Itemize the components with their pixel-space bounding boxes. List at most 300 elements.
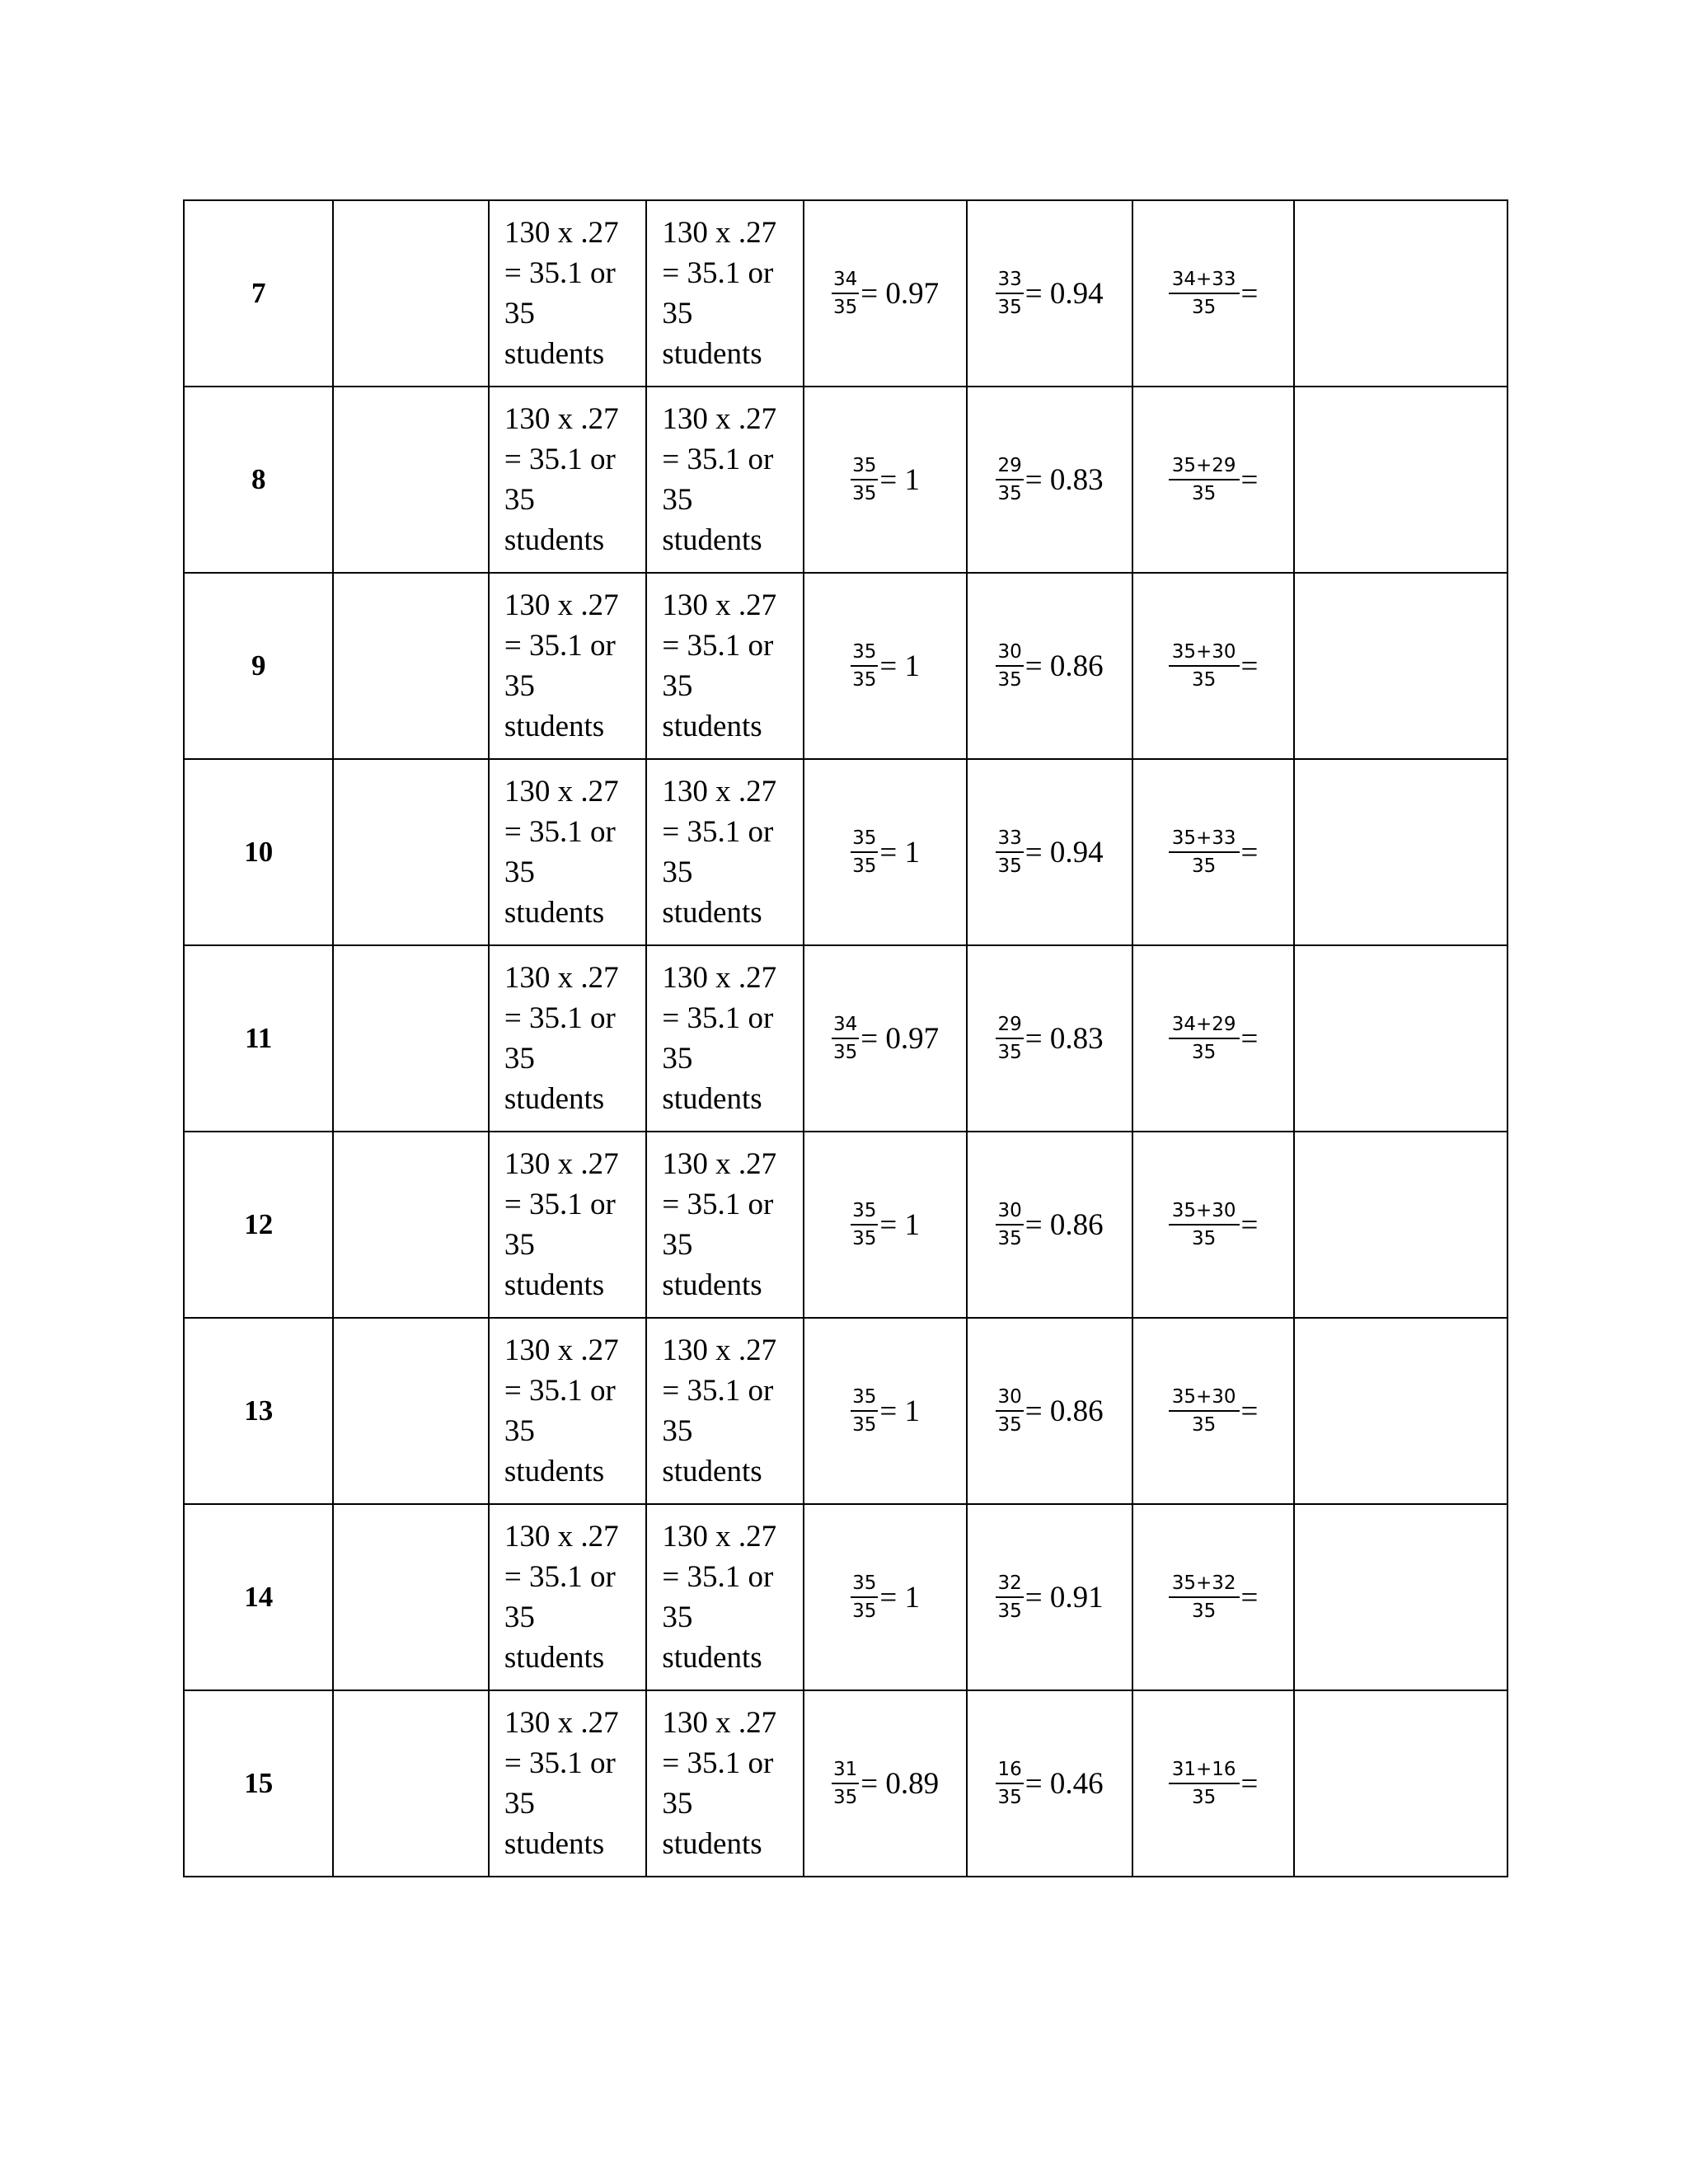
fraction bbox=[851, 640, 878, 691]
fraction bbox=[996, 640, 1023, 691]
upper-proportion-cell bbox=[804, 573, 967, 759]
empty-cell bbox=[1294, 1504, 1507, 1690]
fraction-denominator: 35 bbox=[1191, 669, 1217, 691]
fraction-expression bbox=[804, 268, 966, 319]
item-number: 12 bbox=[244, 1208, 274, 1240]
fraction-expression bbox=[968, 1385, 1131, 1436]
fraction-denominator: 35 bbox=[852, 1601, 877, 1622]
calc-line: = 35.1 or bbox=[662, 629, 774, 663]
fraction-denominator: 35 bbox=[833, 1787, 858, 1808]
fraction bbox=[996, 827, 1023, 878]
upper-proportion-cell bbox=[804, 1132, 967, 1318]
fraction-expression bbox=[968, 268, 1131, 319]
item-number: 10 bbox=[244, 836, 274, 868]
calc-line: 35 bbox=[662, 297, 693, 330]
fraction bbox=[832, 1758, 859, 1809]
calc-line: 130 x .27 bbox=[504, 1333, 619, 1367]
fraction-expression bbox=[1133, 827, 1293, 878]
fraction-result: = 1 bbox=[879, 462, 921, 497]
fraction bbox=[1169, 1572, 1240, 1623]
fraction-expression bbox=[968, 1572, 1131, 1623]
upper-proportion-cell bbox=[804, 1318, 967, 1504]
lower-group-calc-cell bbox=[646, 1690, 803, 1877]
fraction-denominator: 35 bbox=[1191, 855, 1217, 877]
empty-cell bbox=[1294, 573, 1507, 759]
fraction-denominator: 35 bbox=[997, 1787, 1022, 1808]
fraction bbox=[1169, 1199, 1240, 1250]
calc-line: = 35.1 or bbox=[662, 443, 774, 476]
empty-cell bbox=[1294, 759, 1507, 945]
fraction-expression bbox=[1133, 1385, 1293, 1436]
upper-proportion-cell bbox=[804, 1504, 967, 1690]
item-number-cell bbox=[184, 387, 333, 573]
calc-text-block bbox=[647, 1516, 802, 1678]
item-number-cell bbox=[184, 1504, 333, 1690]
fraction-denominator: 35 bbox=[1191, 483, 1217, 504]
calc-line: students bbox=[504, 1082, 605, 1116]
item-number: 8 bbox=[251, 463, 266, 495]
calc-text-block bbox=[647, 213, 802, 374]
calc-line: students bbox=[504, 337, 605, 371]
calc-line: 130 x .27 bbox=[504, 961, 619, 995]
empty-cell bbox=[333, 573, 488, 759]
calc-line: 35 bbox=[504, 1042, 535, 1076]
fraction-numerator: 16 bbox=[996, 1758, 1023, 1784]
fraction-numerator: 35+29 bbox=[1169, 454, 1240, 480]
item-number: 9 bbox=[251, 649, 266, 682]
fraction-numerator: 35 bbox=[851, 827, 878, 853]
fraction-numerator: 34+33 bbox=[1169, 268, 1240, 294]
calc-line: = 35.1 or bbox=[662, 256, 774, 290]
fraction-denominator: 35 bbox=[1191, 297, 1217, 318]
calc-line: = 35.1 or bbox=[504, 1188, 616, 1221]
fraction-denominator: 35 bbox=[852, 669, 877, 691]
fraction-result: = 0.94 bbox=[1025, 835, 1104, 869]
fraction-denominator: 35 bbox=[1191, 1042, 1217, 1063]
fraction-numerator: 35+30 bbox=[1169, 640, 1240, 667]
item-number-cell bbox=[184, 573, 333, 759]
calc-line: 130 x .27 bbox=[504, 216, 619, 250]
empty-cell bbox=[333, 1504, 488, 1690]
calc-line: 35 bbox=[662, 1228, 693, 1262]
fraction-numerator: 31 bbox=[832, 1758, 859, 1784]
calc-line: 130 x .27 bbox=[662, 1706, 777, 1740]
item-number: 14 bbox=[244, 1581, 274, 1613]
calc-text-block bbox=[647, 585, 802, 747]
table-row bbox=[184, 1318, 1507, 1504]
fraction bbox=[1169, 1013, 1240, 1064]
calc-line: 35 bbox=[504, 1228, 535, 1262]
fraction-denominator: 35 bbox=[852, 483, 877, 504]
empty-cell bbox=[333, 1690, 488, 1877]
fraction-numerator: 29 bbox=[996, 1013, 1023, 1039]
fraction-result: = 0.83 bbox=[1025, 462, 1104, 497]
empty-cell bbox=[1294, 945, 1507, 1132]
fraction-denominator: 35 bbox=[852, 1228, 877, 1249]
fraction-numerator: 29 bbox=[996, 454, 1023, 480]
combined-proportion-cell bbox=[1132, 1504, 1294, 1690]
calc-line: 35 bbox=[504, 1787, 535, 1821]
fraction-expression bbox=[1133, 1758, 1293, 1809]
lower-proportion-cell bbox=[967, 1690, 1132, 1877]
fraction-result: = bbox=[1240, 1394, 1259, 1428]
item-number-cell bbox=[184, 759, 333, 945]
calc-line: 130 x .27 bbox=[662, 216, 777, 250]
calc-line: students bbox=[662, 1268, 762, 1302]
fraction-denominator: 35 bbox=[997, 1414, 1022, 1436]
calc-line: = 35.1 or bbox=[662, 1001, 774, 1035]
calc-line: 130 x .27 bbox=[662, 402, 777, 436]
empty-cell bbox=[1294, 1690, 1507, 1877]
fraction-result: = bbox=[1240, 1021, 1259, 1056]
lower-proportion-cell bbox=[967, 1132, 1132, 1318]
fraction-result: = bbox=[1240, 649, 1259, 683]
calc-line: 130 x .27 bbox=[662, 775, 777, 808]
fraction bbox=[1169, 827, 1240, 878]
lower-proportion-cell bbox=[967, 200, 1132, 387]
item-number-cell bbox=[184, 945, 333, 1132]
calc-text-block bbox=[647, 771, 802, 933]
calc-line: = 35.1 or bbox=[504, 443, 616, 476]
fraction-expression bbox=[804, 1758, 966, 1809]
fraction-expression bbox=[804, 1199, 966, 1250]
fraction bbox=[996, 1572, 1023, 1623]
combined-proportion-cell bbox=[1132, 1318, 1294, 1504]
calc-line: 130 x .27 bbox=[504, 1706, 619, 1740]
calc-line: = 35.1 or bbox=[662, 1188, 774, 1221]
fraction bbox=[832, 268, 859, 319]
calc-line: = 35.1 or bbox=[504, 1001, 616, 1035]
fraction-expression bbox=[968, 1013, 1131, 1064]
fraction-numerator: 32 bbox=[996, 1572, 1023, 1598]
fraction bbox=[851, 1572, 878, 1623]
lower-proportion-cell bbox=[967, 387, 1132, 573]
upper-group-calc-cell bbox=[489, 573, 646, 759]
fraction-result: = 0.91 bbox=[1025, 1580, 1104, 1615]
calc-line: = 35.1 or bbox=[504, 629, 616, 663]
lower-group-calc-cell bbox=[646, 200, 803, 387]
table-row bbox=[184, 945, 1507, 1132]
lower-proportion-cell bbox=[967, 945, 1132, 1132]
fraction-result: = 0.97 bbox=[860, 276, 940, 311]
fraction-denominator: 35 bbox=[997, 669, 1022, 691]
calc-line: = 35.1 or bbox=[504, 1746, 616, 1780]
calc-line: 35 bbox=[662, 483, 693, 517]
empty-cell bbox=[333, 1318, 488, 1504]
combined-proportion-cell bbox=[1132, 573, 1294, 759]
fraction-denominator: 35 bbox=[1191, 1601, 1217, 1622]
fraction-numerator: 30 bbox=[996, 1199, 1023, 1226]
fraction bbox=[851, 1199, 878, 1250]
fraction-result: = 1 bbox=[879, 1207, 921, 1242]
combined-proportion-cell bbox=[1132, 759, 1294, 945]
fraction-numerator: 35+32 bbox=[1169, 1572, 1240, 1598]
fraction-result: = bbox=[1240, 835, 1259, 869]
calc-line: = 35.1 or bbox=[662, 1374, 774, 1408]
empty-cell bbox=[1294, 200, 1507, 387]
calc-line: 35 bbox=[504, 297, 535, 330]
item-number-cell bbox=[184, 1690, 333, 1877]
combined-proportion-cell bbox=[1132, 200, 1294, 387]
upper-group-calc-cell bbox=[489, 200, 646, 387]
item-number-cell bbox=[184, 1318, 333, 1504]
fraction-result: = 0.86 bbox=[1025, 1394, 1104, 1428]
fraction-numerator: 35 bbox=[851, 454, 878, 480]
fraction-denominator: 35 bbox=[997, 297, 1022, 318]
fraction bbox=[996, 454, 1023, 505]
combined-proportion-cell bbox=[1132, 1690, 1294, 1877]
fraction-result: = bbox=[1240, 276, 1259, 311]
table-body bbox=[184, 200, 1507, 1877]
calc-line: 35 bbox=[662, 1042, 693, 1076]
calc-line: 130 x .27 bbox=[662, 588, 777, 622]
fraction-denominator: 35 bbox=[833, 297, 858, 318]
fraction-numerator: 34 bbox=[832, 268, 859, 294]
fraction-numerator: 30 bbox=[996, 1385, 1023, 1412]
fraction-denominator: 35 bbox=[997, 1601, 1022, 1622]
upper-group-calc-cell bbox=[489, 1132, 646, 1318]
upper-proportion-cell bbox=[804, 387, 967, 573]
calc-line: = 35.1 or bbox=[504, 1374, 616, 1408]
calc-line: 35 bbox=[504, 669, 535, 703]
lower-group-calc-cell bbox=[646, 759, 803, 945]
table-row bbox=[184, 1690, 1507, 1877]
upper-group-calc-cell bbox=[489, 387, 646, 573]
fraction-numerator: 33 bbox=[996, 268, 1023, 294]
fraction-expression bbox=[804, 454, 966, 505]
fraction-result: = 0.97 bbox=[860, 1021, 940, 1056]
fraction-expression bbox=[804, 827, 966, 878]
calc-text-block bbox=[647, 1144, 802, 1305]
calc-line: 130 x .27 bbox=[662, 1520, 777, 1554]
fraction-denominator: 35 bbox=[1191, 1228, 1217, 1249]
table-row bbox=[184, 200, 1507, 387]
fraction-result: = bbox=[1240, 1580, 1259, 1615]
calc-line: 130 x .27 bbox=[504, 775, 619, 808]
calc-line: 35 bbox=[504, 483, 535, 517]
item-number: 15 bbox=[244, 1767, 274, 1799]
calc-line: = 35.1 or bbox=[504, 1560, 616, 1594]
lower-group-calc-cell bbox=[646, 1318, 803, 1504]
lower-group-calc-cell bbox=[646, 1504, 803, 1690]
fraction-result: = 0.83 bbox=[1025, 1021, 1104, 1056]
fraction bbox=[996, 1758, 1023, 1809]
table-row bbox=[184, 387, 1507, 573]
fraction-denominator: 35 bbox=[852, 1414, 877, 1436]
lower-proportion-cell bbox=[967, 573, 1132, 759]
item-number: 13 bbox=[244, 1394, 274, 1427]
calc-line: 35 bbox=[662, 669, 693, 703]
lower-proportion-cell bbox=[967, 759, 1132, 945]
item-number: 11 bbox=[245, 1022, 273, 1054]
calc-line: = 35.1 or bbox=[662, 1746, 774, 1780]
upper-group-calc-cell bbox=[489, 945, 646, 1132]
calc-text-block bbox=[490, 1330, 645, 1492]
table-row bbox=[184, 573, 1507, 759]
fraction-denominator: 35 bbox=[852, 855, 877, 877]
fraction-expression bbox=[1133, 1013, 1293, 1064]
calc-text-block bbox=[490, 958, 645, 1119]
fraction bbox=[851, 454, 878, 505]
fraction bbox=[996, 1385, 1023, 1436]
fraction-result: = 1 bbox=[879, 1580, 921, 1615]
fraction-denominator: 35 bbox=[997, 1228, 1022, 1249]
calc-text-block bbox=[490, 213, 645, 374]
fraction-result: = 0.86 bbox=[1025, 649, 1104, 683]
calc-line: students bbox=[504, 896, 605, 930]
calc-line: students bbox=[662, 337, 762, 371]
table-row bbox=[184, 759, 1507, 945]
empty-cell bbox=[1294, 1318, 1507, 1504]
fraction-expression bbox=[968, 1199, 1131, 1250]
lower-proportion-cell bbox=[967, 1504, 1132, 1690]
fraction-numerator: 34 bbox=[832, 1013, 859, 1039]
empty-cell bbox=[333, 1132, 488, 1318]
calc-text-block bbox=[647, 399, 802, 560]
calc-line: students bbox=[504, 1268, 605, 1302]
combined-proportion-cell bbox=[1132, 1132, 1294, 1318]
upper-group-calc-cell bbox=[489, 1318, 646, 1504]
fraction-numerator: 35 bbox=[851, 1199, 878, 1226]
fraction-expression bbox=[804, 1013, 966, 1064]
calc-text-block bbox=[647, 1330, 802, 1492]
fraction bbox=[1169, 1758, 1240, 1809]
calc-text-block bbox=[490, 1516, 645, 1678]
table-row bbox=[184, 1132, 1507, 1318]
fraction-denominator: 35 bbox=[1191, 1414, 1217, 1436]
fraction bbox=[1169, 454, 1240, 505]
calc-line: 35 bbox=[504, 1414, 535, 1448]
fraction-result: = bbox=[1240, 1766, 1259, 1801]
fraction-result: = 1 bbox=[879, 835, 921, 869]
calc-line: students bbox=[662, 1082, 762, 1116]
fraction bbox=[851, 1385, 878, 1436]
calc-line: students bbox=[662, 1641, 762, 1675]
calc-line: students bbox=[662, 1455, 762, 1488]
fraction-numerator: 35 bbox=[851, 1572, 878, 1598]
fraction-denominator: 35 bbox=[997, 1042, 1022, 1063]
fraction-expression bbox=[1133, 454, 1293, 505]
fraction-denominator: 35 bbox=[997, 855, 1022, 877]
lower-group-calc-cell bbox=[646, 1132, 803, 1318]
fraction-result: = bbox=[1240, 1207, 1259, 1242]
combined-proportion-cell bbox=[1132, 387, 1294, 573]
upper-proportion-cell bbox=[804, 200, 967, 387]
fraction-expression bbox=[804, 1572, 966, 1623]
upper-group-calc-cell bbox=[489, 1504, 646, 1690]
calc-line: 35 bbox=[504, 1601, 535, 1634]
empty-cell bbox=[333, 759, 488, 945]
fraction-expression bbox=[968, 454, 1131, 505]
fraction bbox=[1169, 1385, 1240, 1436]
calc-line: 130 x .27 bbox=[504, 1147, 619, 1181]
fraction-numerator: 35+33 bbox=[1169, 827, 1240, 853]
fraction bbox=[1169, 268, 1240, 319]
fraction-numerator: 35 bbox=[851, 640, 878, 667]
fraction-result: = 0.46 bbox=[1025, 1766, 1104, 1801]
fraction-expression bbox=[968, 1758, 1131, 1809]
fraction-numerator: 35+30 bbox=[1169, 1199, 1240, 1226]
fraction bbox=[832, 1013, 859, 1064]
calc-text-block bbox=[647, 958, 802, 1119]
calc-line: 130 x .27 bbox=[504, 1520, 619, 1554]
item-number: 7 bbox=[251, 277, 266, 309]
fraction-result: = bbox=[1240, 462, 1259, 497]
calc-line: = 35.1 or bbox=[504, 815, 616, 849]
fraction-result: = 0.86 bbox=[1025, 1207, 1104, 1242]
calc-line: 35 bbox=[662, 1414, 693, 1448]
fraction-numerator: 30 bbox=[996, 640, 1023, 667]
empty-cell bbox=[333, 200, 488, 387]
fraction-expression bbox=[968, 827, 1131, 878]
calc-line: 130 x .27 bbox=[504, 402, 619, 436]
calc-line: 35 bbox=[662, 855, 693, 889]
calc-text-block bbox=[490, 1144, 645, 1305]
fraction bbox=[996, 268, 1023, 319]
upper-proportion-cell bbox=[804, 945, 967, 1132]
lower-group-calc-cell bbox=[646, 573, 803, 759]
calc-line: 130 x .27 bbox=[662, 1147, 777, 1181]
table-row bbox=[184, 1504, 1507, 1690]
upper-proportion-cell bbox=[804, 759, 967, 945]
lower-group-calc-cell bbox=[646, 945, 803, 1132]
calc-line: students bbox=[504, 523, 605, 557]
calc-line: 35 bbox=[662, 1787, 693, 1821]
calc-line: students bbox=[504, 1455, 605, 1488]
calc-text-block bbox=[490, 399, 645, 560]
calc-line: 35 bbox=[662, 1601, 693, 1634]
fraction-expression bbox=[804, 1385, 966, 1436]
item-analysis-table bbox=[183, 199, 1508, 1877]
combined-proportion-cell bbox=[1132, 945, 1294, 1132]
fraction-numerator: 35 bbox=[851, 1385, 878, 1412]
calc-text-block bbox=[490, 1703, 645, 1864]
calc-line: students bbox=[504, 1827, 605, 1861]
fraction-expression bbox=[1133, 640, 1293, 691]
empty-cell bbox=[333, 387, 488, 573]
fraction bbox=[851, 827, 878, 878]
fraction-result: = 0.89 bbox=[860, 1766, 940, 1801]
fraction-expression bbox=[1133, 1572, 1293, 1623]
fraction-result: = 1 bbox=[879, 1394, 921, 1428]
fraction-expression bbox=[1133, 268, 1293, 319]
fraction-denominator: 35 bbox=[997, 483, 1022, 504]
item-number-cell bbox=[184, 200, 333, 387]
fraction-expression bbox=[1133, 1199, 1293, 1250]
upper-group-calc-cell bbox=[489, 759, 646, 945]
calc-line: students bbox=[662, 1827, 762, 1861]
fraction-numerator: 34+29 bbox=[1169, 1013, 1240, 1039]
calc-line: = 35.1 or bbox=[504, 256, 616, 290]
fraction bbox=[996, 1013, 1023, 1064]
fraction-result: = 0.94 bbox=[1025, 276, 1104, 311]
calc-line: = 35.1 or bbox=[662, 1560, 774, 1594]
empty-cell bbox=[333, 945, 488, 1132]
fraction-numerator: 33 bbox=[996, 827, 1023, 853]
fraction bbox=[1169, 640, 1240, 691]
empty-cell bbox=[1294, 1132, 1507, 1318]
fraction-result: = 1 bbox=[879, 649, 921, 683]
calc-text-block bbox=[647, 1703, 802, 1864]
fraction-denominator: 35 bbox=[833, 1042, 858, 1063]
calc-line: 130 x .27 bbox=[662, 961, 777, 995]
calc-line: students bbox=[662, 710, 762, 743]
fraction-expression bbox=[968, 640, 1131, 691]
item-number-cell bbox=[184, 1132, 333, 1318]
lower-proportion-cell bbox=[967, 1318, 1132, 1504]
fraction-numerator: 31+16 bbox=[1169, 1758, 1240, 1784]
calc-line: 35 bbox=[504, 855, 535, 889]
